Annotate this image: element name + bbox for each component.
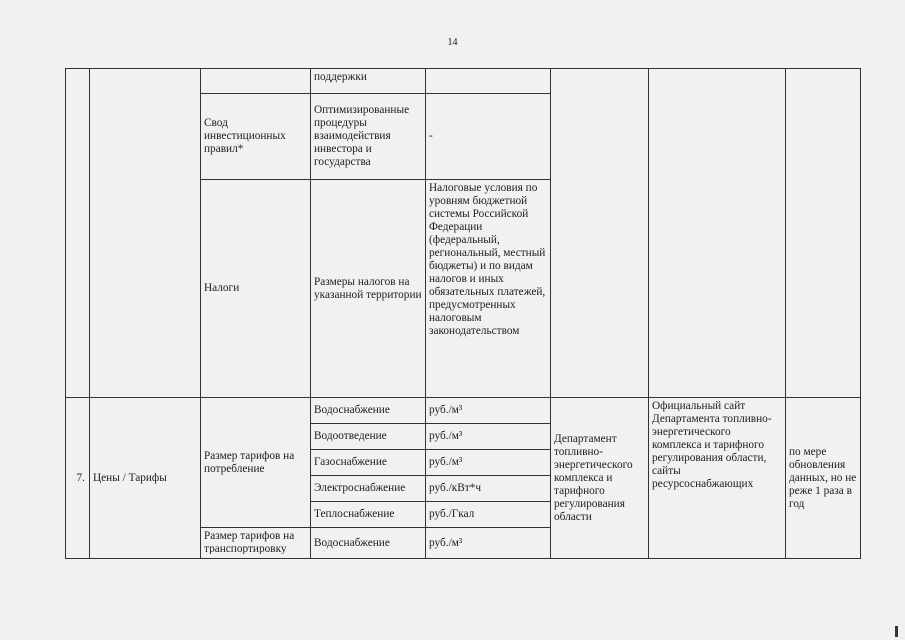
page-number: 14 — [447, 37, 458, 48]
name-cell-empty — [201, 69, 311, 94]
transport-label — [201, 528, 311, 559]
responsible-department: Департамент топливно-энергетического комплекса и тарифного регулирования области — [551, 398, 649, 559]
consumption-item-unit: руб./м³ — [426, 424, 551, 450]
consumption-item-name: Теплоснабжение — [311, 502, 426, 528]
section7-number: 7. — [66, 398, 90, 559]
investment-rules-name: Свод инвестиционных правил* — [201, 94, 311, 180]
unit-cell-empty — [426, 69, 551, 94]
consumption-label: Размер тарифов на потребление — [201, 398, 311, 528]
frequency-cell-empty — [786, 69, 861, 398]
transport-label-text: Размер тарифов на транспортировку — [204, 530, 295, 554]
consumption-item-unit: руб./м³ — [426, 398, 551, 424]
taxes-indicator: Размеры налогов на указанной территории — [311, 180, 426, 398]
transport-item-name: Водоснабжение — [311, 528, 426, 559]
scan-edge-mark — [895, 626, 898, 637]
section7-title: Цены / Тарифы — [90, 398, 201, 559]
consumption-item-name: Водоснабжение — [311, 398, 426, 424]
consumption-item-name: Газоснабжение — [311, 450, 426, 476]
indicator-support: поддержки — [311, 69, 426, 94]
source-cell-empty — [649, 69, 786, 398]
section-cell-empty — [90, 69, 201, 398]
consumption-item-unit: руб./Гкал — [426, 502, 551, 528]
information-source: Официальный сайт Департамента топливно-энергетического комплекса и тарифного регулирования области, сайты ресурсоснабжающих — [649, 398, 786, 559]
taxes-unit: Налоговые условия по уровням бюджетной системы Российской Федерации (федеральный, региональный, местный бюджеты) и по видам налогов и иных обязательных платежей, предусмотренных налоговым законодательством — [426, 180, 551, 398]
consumption-item-unit: руб./кВт*ч — [426, 476, 551, 502]
consumption-item-unit: руб./м³ — [426, 450, 551, 476]
consumption-item-name: Электроснабжение — [311, 476, 426, 502]
investment-rules-unit: - — [426, 94, 551, 180]
consumption-item-name: Водоотведение — [311, 424, 426, 450]
data-table — [65, 68, 861, 559]
responsible-cell-empty — [551, 69, 649, 398]
investment-rules-indicator: Оптимизированные процедуры взаимодействия инвестора и государства — [311, 94, 426, 180]
number-cell-empty — [66, 69, 90, 398]
taxes-name: Налоги — [201, 180, 311, 398]
update-frequency: по мере обновления данных, но не реже 1 раза в год — [786, 398, 861, 559]
transport-item-unit: руб./м³ — [426, 528, 551, 559]
